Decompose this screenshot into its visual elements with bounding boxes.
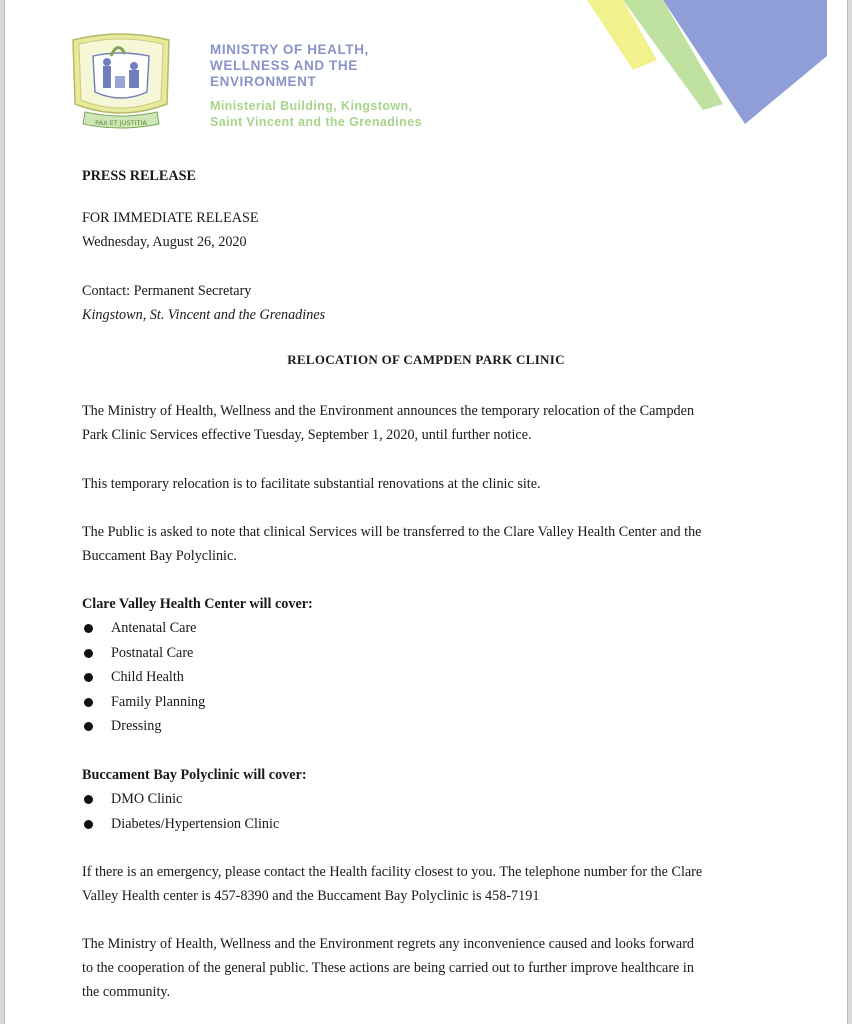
coat-of-arms-logo (63, 26, 179, 138)
list-item (82, 812, 782, 837)
ministry-address (210, 98, 422, 130)
paragraph-announcement (82, 399, 782, 447)
paragraph-transfer (82, 520, 782, 568)
list-item-label: Postnatal Care (111, 644, 194, 661)
buccament-list (82, 787, 782, 836)
list-item-label: Family Planning (111, 693, 206, 710)
bullet-icon (84, 624, 93, 633)
bullet-icon (84, 673, 93, 682)
paragraph-line: The Ministry of Health, Wellness and the Environment announces the temporary relocation of the Campden (82, 403, 695, 419)
bullet-icon (84, 698, 93, 707)
paragraph-line: Valley Health center is 457-8390 and the Buccament Bay Polyclinic is 458-7191 (82, 888, 540, 904)
ministry-line: WELLNESS AND THE (210, 58, 358, 73)
buccament-heading: Buccament Bay Polyclinic will cover: (82, 767, 307, 783)
clare-valley-list (82, 616, 782, 739)
paragraph-line: Buccament Bay Polyclinic. (82, 548, 237, 564)
address-line: Ministerial Building, Kingstown, (210, 99, 413, 113)
list-item (82, 690, 782, 715)
document-page (4, 0, 848, 1024)
contact-block (82, 279, 782, 327)
paragraph-line: the community. (82, 984, 171, 1000)
bullet-icon (84, 795, 93, 804)
press-release-heading: PRESS RELEASE (82, 168, 196, 184)
release-title: RELOCATION OF CAMPDEN PARK CLINIC (287, 352, 565, 367)
address-line: Saint Vincent and the Grenadines (210, 115, 422, 129)
list-item-label: Diabetes/Hypertension Clinic (111, 815, 280, 832)
immediate-release-label: FOR IMMEDIATE RELEASE (82, 210, 259, 226)
paragraph-closing (82, 932, 782, 1004)
list-item-label: Child Health (111, 669, 184, 685)
contact-line: Contact: Permanent Secretary (82, 283, 252, 299)
bullet-icon (84, 722, 93, 731)
release-info (82, 206, 782, 254)
logo-motto: PAX ET JUSTITIA (95, 119, 147, 127)
list-item (82, 616, 782, 641)
list-item (82, 665, 782, 690)
paragraph-line: Park Clinic Services effective Tuesday, September 1, 2020, until further notice. (82, 427, 532, 443)
release-date: Wednesday, August 26, 2020 (82, 234, 247, 250)
list-item (82, 641, 782, 666)
list-item (82, 787, 782, 812)
paragraph-emergency (82, 860, 782, 908)
ministry-name (210, 42, 369, 90)
contact-location: Kingstown, St. Vincent and the Grenadines (82, 307, 326, 323)
list-item-label: DMO Clinic (111, 791, 183, 807)
paragraph-purpose (82, 472, 782, 496)
clare-valley-section (82, 592, 782, 739)
paragraph-line: The Public is asked to note that clinical Services will be transferred to the Clare Valley Health Center and the (82, 524, 702, 540)
bullet-icon (84, 649, 93, 658)
paragraph-line: The Ministry of Health, Wellness and the Environment regrets any inconvenience caused and looks forward (82, 936, 695, 952)
paragraph-line: If there is an emergency, please contact the Health facility closest to you. The telephone number for the Clare (82, 864, 703, 880)
list-item (82, 714, 782, 739)
ministry-line: ENVIRONMENT (210, 74, 317, 89)
bullet-icon (84, 820, 93, 829)
paragraph-line: to the cooperation of the general public. These actions are being carried out to further improve healthcare in (82, 960, 694, 976)
list-item-label: Dressing (111, 718, 162, 734)
clare-valley-heading: Clare Valley Health Center will cover: (82, 596, 313, 612)
paragraph-line: This temporary relocation is to facilitate substantial renovations at the clinic site. (82, 476, 541, 492)
list-item-label: Antenatal Care (111, 620, 197, 636)
buccament-section (82, 763, 782, 836)
corner-decoration (587, 0, 847, 130)
ministry-line: MINISTRY OF HEALTH, (210, 42, 369, 57)
